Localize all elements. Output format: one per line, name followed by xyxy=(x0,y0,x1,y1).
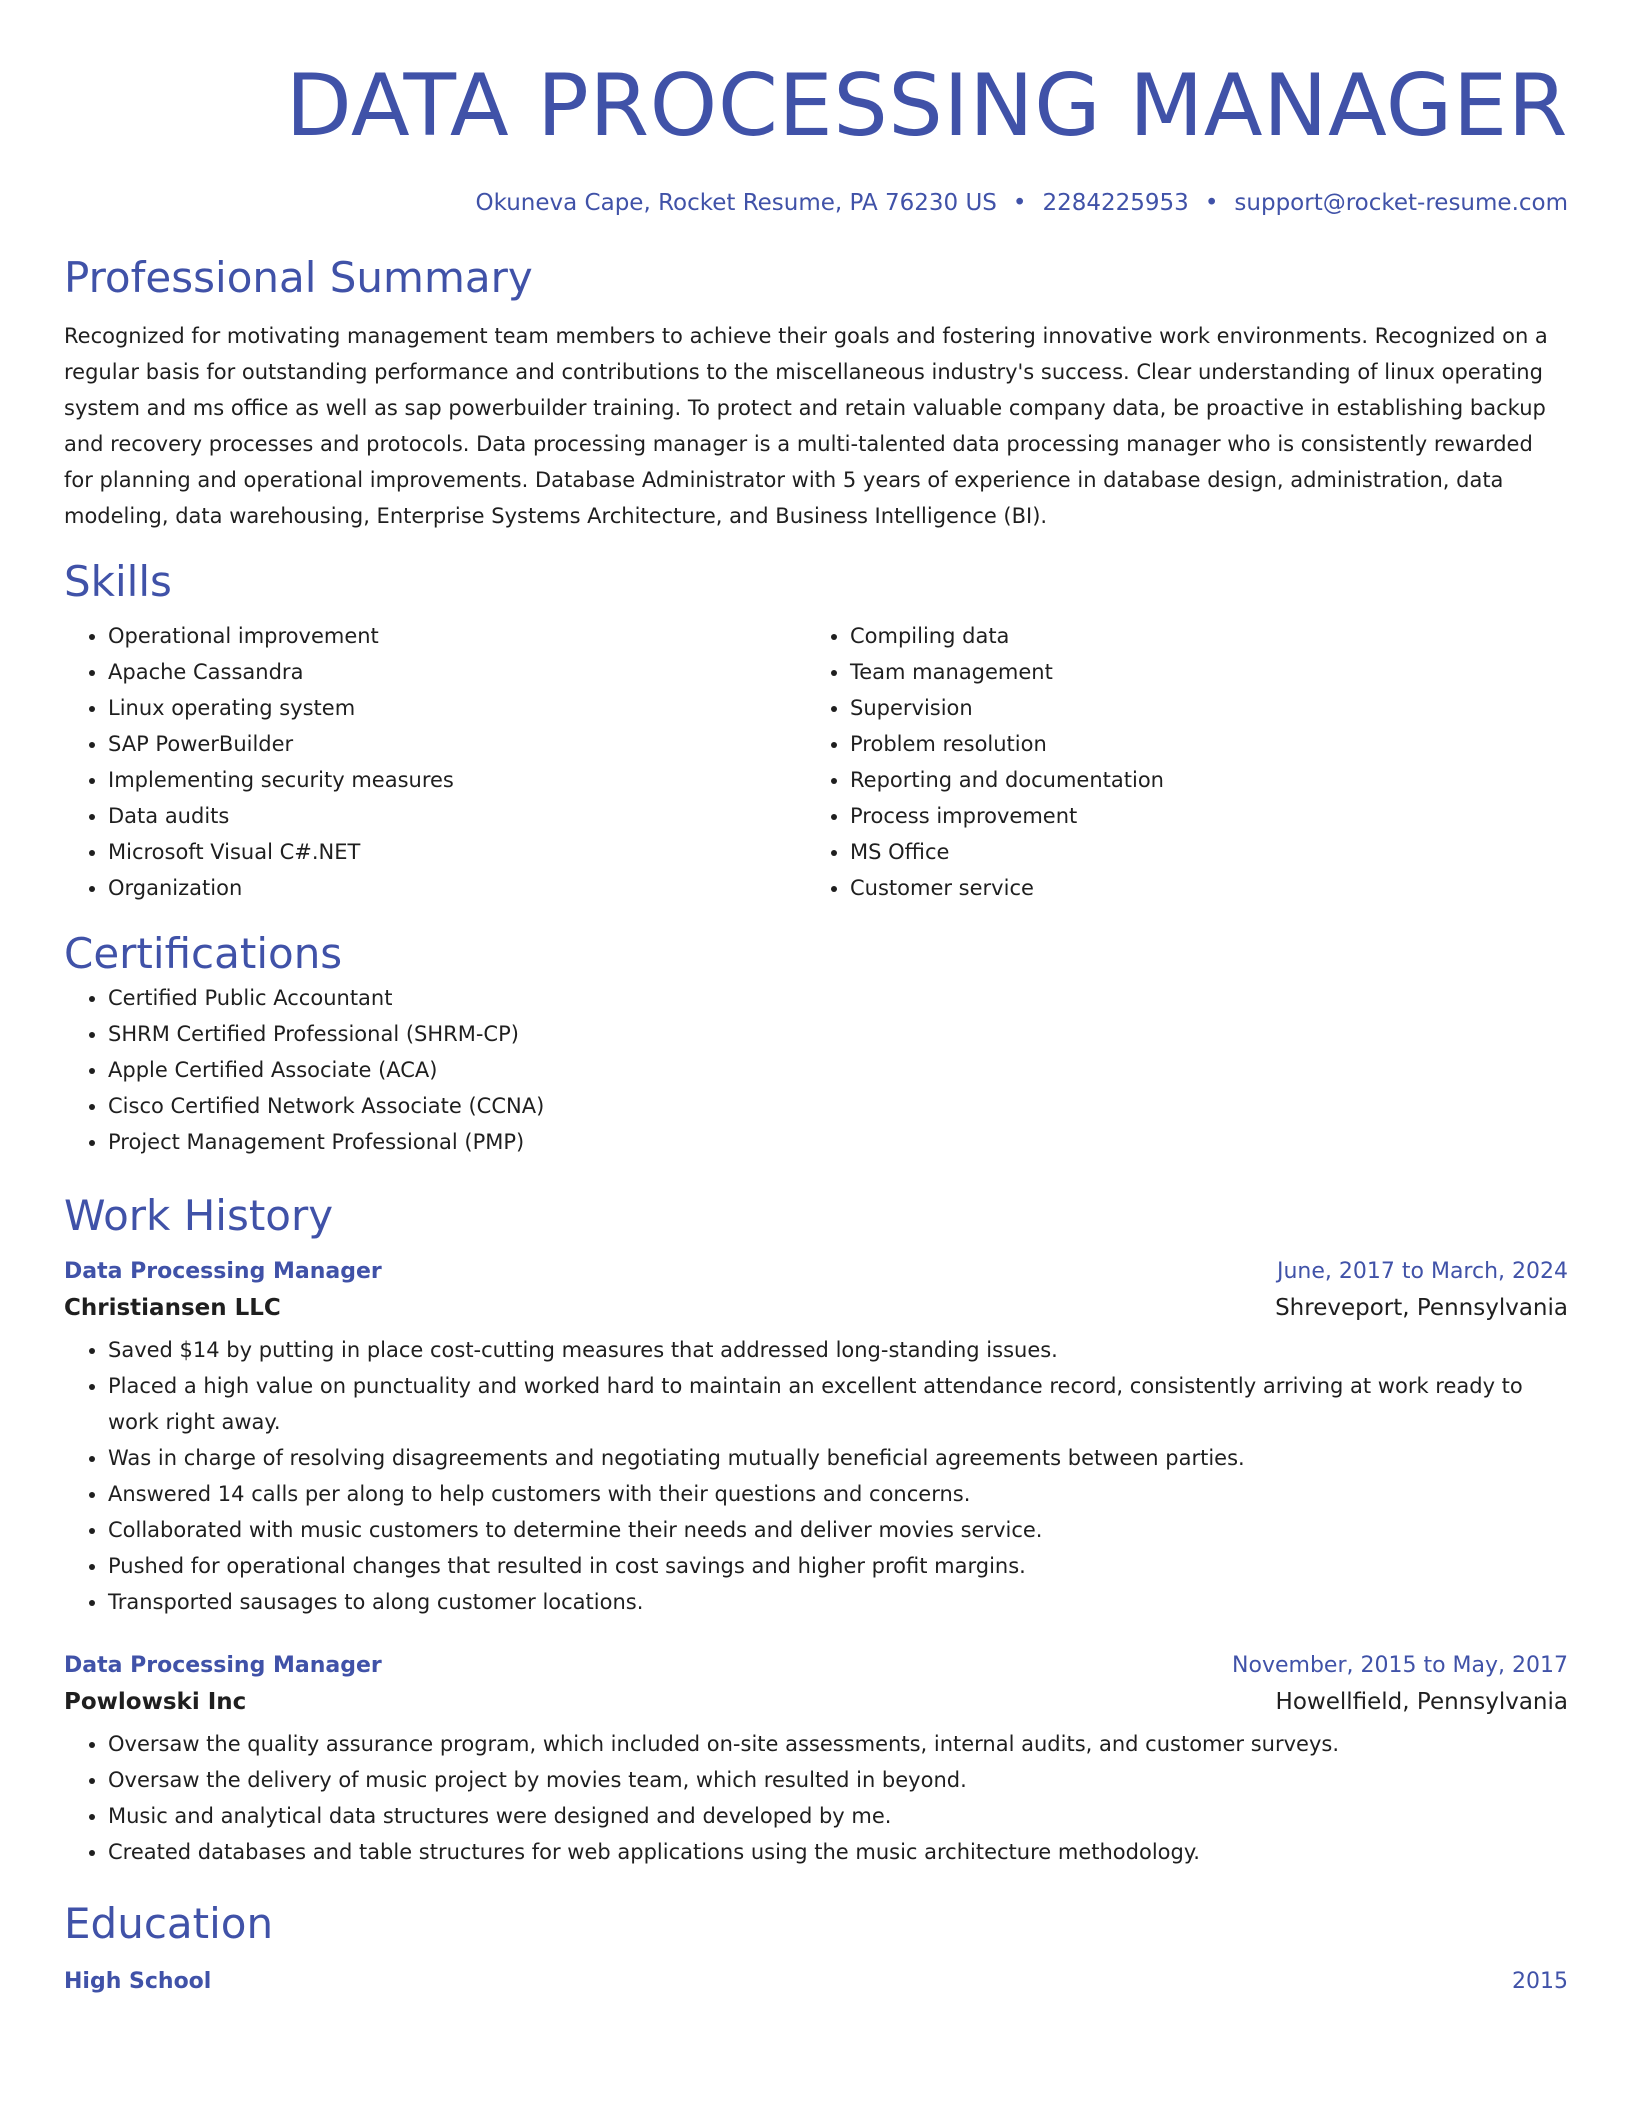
education-heading: Education xyxy=(64,1899,274,1948)
skill-item: • Linux operating system xyxy=(108,690,806,726)
skill-item: • Process improvement xyxy=(850,798,1548,834)
job-entry xyxy=(64,1650,1568,1870)
certification-item: • Project Management Professional (PMP) xyxy=(108,1124,1568,1160)
contact-phone: 2284225953 xyxy=(1042,190,1189,216)
skill-item: • Customer service xyxy=(850,870,1548,906)
certification-item: • Certified Public Accountant xyxy=(108,980,1568,1016)
skill-item: • Organization xyxy=(108,870,806,906)
job-duty: • Collaborated with music customers to determine their needs and deliver movies service. xyxy=(108,1512,1568,1548)
job-title-row xyxy=(64,1256,1568,1288)
job-location: Shreveport, Pennsylvania xyxy=(1275,1295,1568,1321)
job-duty: • Transported sausages to along customer locations. xyxy=(108,1584,1568,1620)
job-duty: • Saved $14 by putting in place cost-cutting measures that addressed long-standing issues. xyxy=(108,1332,1568,1368)
contact-email: support@rocket-resume.com xyxy=(1234,190,1568,216)
skills-column-right xyxy=(806,618,1548,906)
job-company-row xyxy=(64,1682,1568,1722)
job-company: Christiansen LLC xyxy=(64,1295,281,1321)
job-title: Data Processing Manager xyxy=(64,1259,382,1284)
job-duties-list xyxy=(64,1332,1568,1620)
education-entry xyxy=(64,1966,1568,1998)
skills-column-left xyxy=(64,618,806,906)
job-duty: • Placed a high value on punctuality and worked hard to maintain an excellent attendance record, consistently arriving at work ready to work right away. xyxy=(108,1368,1568,1440)
job-location: Howellfield, Pennsylvania xyxy=(1275,1689,1568,1715)
contact-separator: • xyxy=(1204,190,1219,216)
job-duties-list xyxy=(64,1726,1568,1870)
summary-text: Recognized for motivating management team members to achieve their goals and fostering innovative work environments. Recognized on a regular basis for outstanding performance and contributions to the miscellaneous industry's success. Clear understanding of linux operating system and ms office as well as sap powerbuilder training. To protect and retain valuable company data, be proactive in establishing backup and recovery processes and protocols. Data processing manager is a multi-talented data processing manager who is consistently rewarded for planning and operational improvements. Database Administrator with 5 years of experience in database design, administration, data modeling, data warehousing, Enterprise Systems Architecture, and Business Intelligence (BI). xyxy=(64,324,1548,528)
job-dates: June, 2017 to March, 2024 xyxy=(1277,1259,1568,1284)
job-duty: • Oversaw the quality assurance program, which included on-site assessments, internal audits, and customer surveys. xyxy=(108,1726,1568,1762)
job-duty: • Pushed for operational changes that resulted in cost savings and higher profit margins. xyxy=(108,1548,1568,1584)
education-degree: High School xyxy=(64,1969,212,1994)
skill-item: • Reporting and documentation xyxy=(850,762,1548,798)
skill-item: • Supervision xyxy=(850,690,1548,726)
certification-item: • Apple Certified Associate (ACA) xyxy=(108,1052,1568,1088)
job-duty: • Was in charge of resolving disagreements and negotiating mutually beneficial agreements between parties. xyxy=(108,1440,1568,1476)
job-duty: • Music and analytical data structures were designed and developed by me. xyxy=(108,1798,1568,1834)
contact-line xyxy=(64,188,1568,218)
skill-item: • Apache Cassandra xyxy=(108,654,806,690)
contact-separator: • xyxy=(1012,190,1027,216)
certification-item: • SHRM Certified Professional (SHRM-CP) xyxy=(108,1016,1568,1052)
summary-heading: Professional Summary xyxy=(64,253,533,302)
job-company: Powlowski Inc xyxy=(64,1689,247,1715)
skill-item: • Microsoft Visual C#.NET xyxy=(108,834,806,870)
skill-item: • Team management xyxy=(850,654,1548,690)
skill-item: • Operational improvement xyxy=(108,618,806,654)
skill-item: • Problem resolution xyxy=(850,726,1548,762)
job-duty: • Answered 14 calls per along to help customers with their questions and concerns. xyxy=(108,1476,1568,1512)
skill-item: • MS Office xyxy=(850,834,1548,870)
contact-address: Okuneva Cape, Rocket Resume, PA 76230 US xyxy=(475,190,997,216)
job-title-row xyxy=(64,1650,1568,1682)
skills-list-left xyxy=(64,618,806,906)
work-history-heading: Work History xyxy=(64,1191,334,1240)
job-company-row xyxy=(64,1288,1568,1328)
skill-item: • SAP PowerBuilder xyxy=(108,726,806,762)
job-duty: • Oversaw the delivery of music project by movies team, which resulted in beyond. xyxy=(108,1762,1568,1798)
skills-list-right xyxy=(806,618,1548,906)
certifications-list xyxy=(64,980,1568,1160)
skills-heading: Skills xyxy=(64,557,172,606)
resume-header xyxy=(64,0,1568,218)
skill-item: • Data audits xyxy=(108,798,806,834)
skill-item: • Implementing security measures xyxy=(108,762,806,798)
certification-item: • Cisco Certified Network Associate (CCNA) xyxy=(108,1088,1568,1124)
education-year: 2015 xyxy=(1512,1969,1568,1994)
skills-grid xyxy=(64,618,1568,906)
job-duty: • Created databases and table structures for web applications using the music architecture methodology. xyxy=(108,1834,1568,1870)
certifications-heading: Certifications xyxy=(64,929,343,978)
job-entry xyxy=(64,1256,1568,1620)
job-dates: November, 2015 to May, 2017 xyxy=(1232,1653,1568,1678)
skill-item: • Compiling data xyxy=(850,618,1548,654)
candidate-title: DATA PROCESSING MANAGER xyxy=(285,56,1568,156)
job-title: Data Processing Manager xyxy=(64,1653,382,1678)
